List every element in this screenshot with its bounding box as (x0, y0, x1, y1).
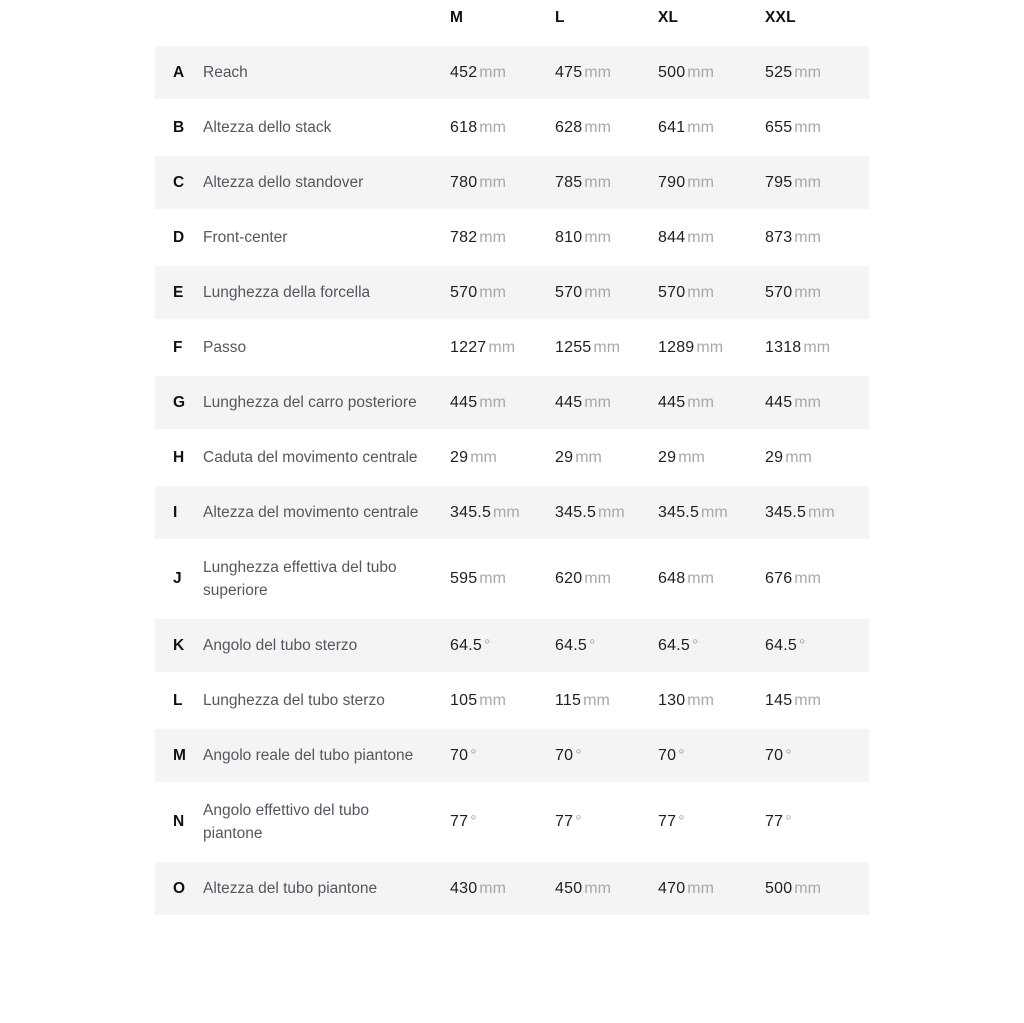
row-letter: A (173, 63, 185, 81)
value-unit: mm (598, 503, 625, 521)
value-number: 676 (765, 570, 793, 587)
row-letter: N (173, 813, 185, 830)
value-number: 618 (450, 118, 478, 136)
value-unit: mm (479, 691, 506, 709)
value-unit: mm (479, 570, 506, 587)
value-number: 452 (450, 63, 478, 81)
cell-value-l (555, 880, 658, 898)
value-number: 1318 (765, 338, 802, 356)
value-unit: mm (593, 338, 621, 356)
value-unit: ° (678, 746, 685, 764)
row-letter: I (173, 503, 178, 521)
table-row (155, 101, 869, 156)
cell-value-m (450, 449, 555, 467)
value-number: 570 (658, 283, 686, 301)
cell-value-m (450, 880, 555, 898)
value-unit: ° (470, 813, 477, 830)
table-row (155, 486, 869, 541)
value-unit: mm (687, 393, 714, 411)
value-number: 1255 (555, 338, 592, 356)
value-number: 795 (765, 173, 793, 191)
cell-value-xl (658, 229, 765, 247)
value-number: 345.5 (555, 503, 597, 521)
table-header-row (155, 6, 869, 30)
value-unit: mm (794, 570, 821, 587)
value-unit: mm (584, 118, 611, 136)
cell-value-m (450, 119, 555, 137)
value-number: 105 (450, 691, 478, 709)
value-number: 445 (555, 393, 583, 411)
value-unit: mm (794, 283, 821, 301)
cell-value-l (555, 504, 658, 522)
cell-value-xxl (765, 570, 869, 588)
value-number: 77 (765, 813, 784, 830)
cell-value-xxl (765, 880, 869, 898)
value-unit: mm (584, 570, 611, 587)
cell-value-xxl (765, 504, 869, 522)
row-label: Lunghezza della forcella (203, 284, 371, 301)
cell-value-xl (658, 339, 765, 357)
value-unit: ° (575, 746, 582, 764)
cell-value-m (450, 747, 555, 765)
table-row (155, 541, 869, 619)
cell-value-xl (658, 880, 765, 898)
geometry-table (155, 0, 869, 917)
cell-value-l (555, 394, 658, 412)
value-number: 77 (450, 813, 469, 830)
cell-value-xxl (765, 813, 869, 831)
value-number: 500 (765, 879, 793, 897)
cell-value-m (450, 692, 555, 710)
cell-value-xl (658, 692, 765, 710)
value-number: 445 (765, 393, 793, 411)
table-row (155, 674, 869, 729)
cell-value-l (555, 637, 658, 655)
cell-value-xxl (765, 229, 869, 247)
value-number: 70 (658, 746, 677, 764)
value-unit: mm (687, 173, 714, 191)
value-number: 1289 (658, 338, 695, 356)
value-unit: ° (588, 636, 596, 654)
value-unit: mm (470, 448, 497, 466)
cell-value-m (450, 394, 555, 412)
cell-value-xl (658, 570, 765, 588)
value-unit: mm (696, 338, 724, 356)
value-unit: mm (584, 879, 611, 897)
value-number: 780 (450, 173, 478, 191)
value-number: 648 (658, 570, 686, 587)
row-label: Lunghezza del carro posteriore (203, 394, 417, 411)
value-unit: mm (583, 691, 610, 709)
value-number: 655 (765, 118, 793, 136)
value-number: 844 (658, 228, 686, 246)
cell-value-xxl (765, 637, 869, 655)
cell-value-m (450, 339, 555, 357)
value-number: 29 (555, 448, 574, 466)
value-unit: mm (687, 118, 714, 136)
value-unit: mm (493, 503, 520, 521)
value-number: 70 (765, 746, 784, 764)
table-row (155, 156, 869, 211)
cell-value-xxl (765, 394, 869, 412)
row-letter: D (173, 228, 185, 246)
cell-value-xl (658, 174, 765, 192)
value-unit: mm (678, 448, 705, 466)
value-unit: mm (575, 448, 602, 466)
value-unit: mm (794, 393, 821, 411)
row-letter: O (173, 879, 186, 897)
cell-value-xxl (765, 747, 869, 765)
value-unit: mm (794, 63, 821, 81)
value-unit: mm (584, 228, 611, 246)
cell-value-xl (658, 813, 765, 831)
cell-value-xl (658, 747, 765, 765)
row-letter: F (173, 338, 183, 356)
value-unit: mm (794, 691, 821, 709)
cell-value-xxl (765, 284, 869, 302)
value-number: 475 (555, 63, 583, 81)
cell-value-l (555, 570, 658, 588)
row-label: Altezza del tubo piantone (203, 880, 378, 897)
table-row (155, 321, 869, 376)
table-row (155, 862, 869, 917)
value-unit: ° (483, 636, 491, 654)
cell-value-xxl (765, 119, 869, 137)
cell-value-l (555, 284, 658, 302)
table-row (155, 431, 869, 486)
value-unit: mm (803, 338, 831, 356)
value-number: 29 (450, 448, 469, 466)
cell-value-xl (658, 449, 765, 467)
column-header-l: L (555, 9, 565, 26)
value-number: 77 (555, 813, 574, 830)
value-number: 570 (555, 283, 583, 301)
cell-value-xxl (765, 174, 869, 192)
value-unit: mm (488, 338, 516, 356)
value-unit: mm (794, 118, 821, 136)
table-body (155, 46, 869, 917)
value-number: 470 (658, 879, 686, 897)
value-number: 345.5 (450, 503, 492, 521)
row-letter: J (173, 570, 182, 587)
value-unit: ° (785, 746, 792, 764)
value-number: 500 (658, 63, 686, 81)
value-unit: mm (584, 283, 611, 301)
cell-value-l (555, 119, 658, 137)
value-number: 29 (765, 448, 784, 466)
cell-value-m (450, 570, 555, 588)
value-unit: mm (584, 63, 611, 81)
value-unit: ° (575, 813, 582, 830)
value-number: 130 (658, 691, 686, 709)
row-letter: M (173, 746, 186, 764)
cell-value-m (450, 64, 555, 82)
row-letter: L (173, 691, 183, 709)
value-number: 445 (658, 393, 686, 411)
row-label: Angolo reale del tubo piantone (203, 747, 414, 764)
value-unit: ° (798, 636, 806, 654)
cell-value-l (555, 747, 658, 765)
value-number: 873 (765, 228, 793, 246)
value-unit: mm (687, 228, 714, 246)
cell-value-xxl (765, 692, 869, 710)
value-number: 810 (555, 228, 583, 246)
value-unit: mm (687, 63, 714, 81)
value-unit: mm (687, 570, 714, 587)
column-header-m: M (450, 9, 464, 26)
value-number: 29 (658, 448, 677, 466)
value-unit: mm (808, 503, 835, 521)
value-unit: mm (794, 228, 821, 246)
value-unit: mm (479, 63, 506, 81)
value-unit: ° (785, 813, 792, 830)
table-row (155, 211, 869, 266)
value-number: 430 (450, 879, 478, 897)
row-label: Altezza dello standover (203, 174, 364, 191)
value-number: 450 (555, 879, 583, 897)
row-letter: E (173, 283, 184, 301)
cell-value-m (450, 174, 555, 192)
value-unit: ° (678, 813, 685, 830)
table-row (155, 729, 869, 784)
value-number: 641 (658, 118, 686, 136)
value-number: 628 (555, 118, 583, 136)
table-row (155, 46, 869, 101)
value-unit: mm (794, 879, 821, 897)
row-letter: K (173, 636, 185, 654)
cell-value-m (450, 504, 555, 522)
cell-value-xl (658, 64, 765, 82)
value-number: 70 (555, 746, 574, 764)
row-letter: G (173, 393, 186, 411)
value-number: 77 (658, 813, 677, 830)
value-number: 525 (765, 63, 793, 81)
cell-value-m (450, 284, 555, 302)
value-unit: mm (687, 283, 714, 301)
row-label: Caduta del movimento centrale (203, 449, 418, 466)
value-number: 145 (765, 691, 793, 709)
value-number: 445 (450, 393, 478, 411)
cell-value-m (450, 229, 555, 247)
table-row (155, 784, 869, 862)
cell-value-m (450, 813, 555, 831)
cell-value-l (555, 692, 658, 710)
cell-value-m (450, 637, 555, 655)
cell-value-xl (658, 119, 765, 137)
cell-value-xxl (765, 449, 869, 467)
row-label: Angolo effettivo del tubo piantone (203, 802, 370, 842)
cell-value-l (555, 449, 658, 467)
cell-value-xl (658, 504, 765, 522)
row-label: Passo (203, 339, 247, 356)
cell-value-l (555, 339, 658, 357)
value-unit: mm (479, 283, 506, 301)
value-number: 782 (450, 228, 478, 246)
value-number: 64.5 (555, 636, 587, 654)
column-header-xl: XL (658, 9, 679, 26)
cell-value-xl (658, 284, 765, 302)
value-unit: mm (687, 691, 714, 709)
cell-value-l (555, 174, 658, 192)
row-letter: C (173, 173, 185, 191)
value-number: 70 (450, 746, 469, 764)
row-label: Lunghezza del tubo sterzo (203, 692, 385, 709)
value-number: 570 (765, 283, 793, 301)
cell-value-xl (658, 637, 765, 655)
row-label: Lunghezza effettiva del tubo superiore (203, 559, 397, 599)
row-label: Altezza del movimento centrale (203, 504, 419, 521)
row-label: Angolo del tubo sterzo (203, 637, 358, 654)
column-header-xxl: XXL (765, 9, 796, 26)
value-unit: mm (701, 503, 728, 521)
value-number: 345.5 (765, 503, 807, 521)
value-number: 1227 (450, 338, 487, 356)
value-number: 620 (555, 570, 583, 587)
table-row (155, 266, 869, 321)
value-unit: ° (470, 746, 477, 764)
cell-value-xl (658, 394, 765, 412)
value-number: 115 (555, 691, 582, 709)
value-unit: mm (479, 393, 506, 411)
value-number: 345.5 (658, 503, 700, 521)
value-number: 790 (658, 173, 686, 191)
value-number: 64.5 (450, 636, 482, 654)
cell-value-xxl (765, 339, 869, 357)
value-unit: ° (691, 636, 699, 654)
cell-value-l (555, 229, 658, 247)
cell-value-l (555, 813, 658, 831)
value-unit: mm (584, 173, 611, 191)
value-number: 64.5 (658, 636, 690, 654)
row-label: Altezza dello stack (203, 119, 332, 136)
value-number: 570 (450, 283, 478, 301)
value-unit: mm (687, 879, 714, 897)
value-unit: mm (584, 393, 611, 411)
value-unit: mm (479, 228, 506, 246)
value-unit: mm (479, 173, 506, 191)
cell-value-xxl (765, 64, 869, 82)
row-letter: H (173, 448, 185, 466)
value-number: 785 (555, 173, 583, 191)
value-number: 64.5 (765, 636, 797, 654)
row-letter: B (173, 118, 185, 136)
value-unit: mm (785, 448, 812, 466)
table-row (155, 619, 869, 674)
cell-value-l (555, 64, 658, 82)
value-unit: mm (479, 879, 506, 897)
value-unit: mm (794, 173, 821, 191)
row-label: Reach (203, 64, 248, 81)
value-number: 595 (450, 570, 478, 587)
row-label: Front-center (203, 229, 288, 246)
value-unit: mm (479, 118, 506, 136)
table-row (155, 376, 869, 431)
